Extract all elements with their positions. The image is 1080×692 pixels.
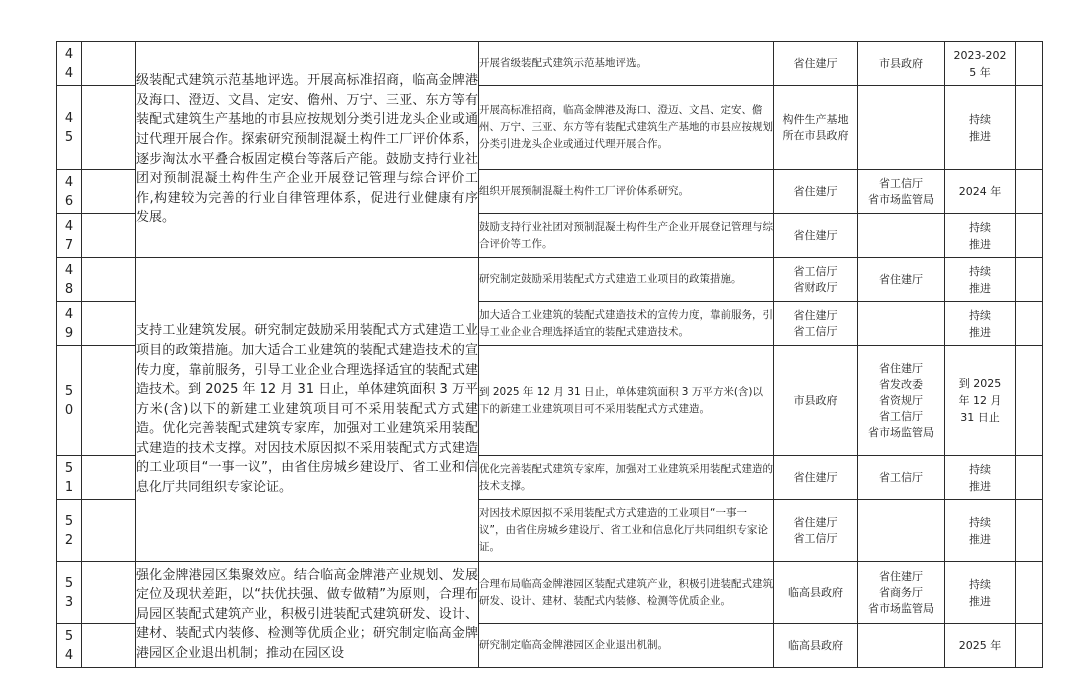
row-number-digit: 4 bbox=[64, 218, 74, 234]
cooperating-department-line: 市县政府 bbox=[879, 56, 923, 70]
cooperating-department-line: 省发改委 bbox=[879, 377, 923, 391]
task-description: 合理布局临高金牌港园区装配式建筑产业，积极引进装配式建筑研发、设计、建材、装配式内装修、检测等优质企业。 bbox=[479, 562, 774, 624]
time-limit-line: 持续 bbox=[969, 577, 991, 591]
cooperating-department-line: 省市场监管局 bbox=[868, 192, 934, 206]
time-limit bbox=[945, 170, 1016, 214]
row-number-digit: 4 bbox=[64, 262, 74, 278]
time-limit-line: 5 年 bbox=[969, 65, 991, 79]
cooperating-department-line: 省住建厅 bbox=[879, 272, 923, 286]
lead-department bbox=[774, 258, 858, 302]
group-description: 强化金牌港园区集聚效应。结合临高金牌港产业规划、发展定位及现状差距，以“扶优扶强、做专做精”为原则，合理布局园区装配式建筑产业，积极引进装配式建筑研发、设计、建材、装配式内装修、检测等优质企业；研究制定临高金牌港园区企业退出机制；推动在园区设 bbox=[136, 562, 479, 668]
cooperating-department bbox=[858, 302, 945, 346]
task-description: 对因技术原因拟不采用装配式方式建造的工业项目“一事一议”，由省住房城乡建设厅、省工业和信息化厅共同组织专家论证。 bbox=[479, 500, 774, 562]
group-description: 级装配式建筑示范基地评选。开展高标准招商，临高金牌港及海口、澄迈、文昌、定安、儋州、万宁、三亚、东方等有装配式建筑生产基地的市县应按规划分类引进龙头企业或通过代理开展合作。探索研究预制混凝土构件工厂评价体系，逐步淘汰水平叠合板固定模台等落后产能。鼓励支持行业社团对预制混凝土构件生产企业开展登记管理与综合评价工作,构建较为完善的行业自律管理体系，促进行业健康有序发展。 bbox=[136, 42, 479, 258]
time-limit-line: 推进 bbox=[969, 479, 991, 493]
remarks-cell bbox=[1016, 500, 1043, 562]
time-limit bbox=[945, 214, 1016, 258]
row-number-digit: 9 bbox=[64, 325, 74, 341]
time-limit bbox=[945, 42, 1016, 86]
cooperating-department bbox=[858, 86, 945, 170]
blank-cell bbox=[82, 258, 136, 302]
cooperating-department bbox=[858, 456, 945, 500]
remarks-cell bbox=[1016, 170, 1043, 214]
row-number bbox=[57, 562, 82, 624]
row-number-digit: 5 bbox=[64, 383, 74, 399]
row-number bbox=[57, 42, 82, 86]
cooperating-department bbox=[858, 214, 945, 258]
blank-cell bbox=[82, 86, 136, 170]
lead-department-line: 市县政府 bbox=[793, 393, 838, 407]
time-limit-line: 推进 bbox=[969, 237, 991, 251]
time-limit-line: 持续 bbox=[969, 462, 991, 476]
lead-department bbox=[774, 42, 858, 86]
remarks-cell bbox=[1016, 346, 1043, 456]
lead-department-line: 省住建厅 bbox=[793, 308, 838, 322]
row-number-digit: 5 bbox=[64, 628, 74, 644]
row-number-digit: 4 bbox=[64, 174, 74, 190]
blank-cell bbox=[82, 42, 136, 86]
blank-cell bbox=[82, 562, 136, 624]
cooperating-department-line: 省住建厅 bbox=[879, 361, 923, 375]
task-description: 优化完善装配式建筑专家库，加强对工业建筑采用装配式建造的技术支撑。 bbox=[479, 456, 774, 500]
time-limit bbox=[945, 86, 1016, 170]
time-limit bbox=[945, 456, 1016, 500]
time-limit-line: 2024 年 bbox=[958, 185, 1002, 198]
row-number-digit: 2 bbox=[64, 532, 74, 548]
time-limit bbox=[945, 302, 1016, 346]
cooperating-department-line: 省市场监管局 bbox=[868, 425, 934, 439]
time-limit bbox=[945, 258, 1016, 302]
time-limit bbox=[945, 562, 1016, 624]
lead-department bbox=[774, 86, 858, 170]
remarks-cell bbox=[1016, 562, 1043, 624]
row-number bbox=[57, 302, 82, 346]
time-limit-line: 推进 bbox=[969, 594, 991, 608]
row-number bbox=[57, 170, 82, 214]
cooperating-department-line: 省资规厅 bbox=[879, 393, 923, 407]
lead-department-line: 临高县政府 bbox=[788, 585, 843, 599]
time-limit bbox=[945, 500, 1016, 562]
row-number-digit: 8 bbox=[64, 281, 74, 297]
table-row bbox=[57, 258, 1043, 302]
group-description: 支持工业建筑发展。研究制定鼓励采用装配式方式建造工业项目的政策措施。加大适合工业建筑的装配式建造技术的宣传力度，靠前服务，引导工业企业合理选择适宜的装配式建造技术。到 2025 年 12 月 31 日止，单体建筑面积 3 万平方米(含)以下的新建工业建筑项目可不采用装配式方式建造。优化完善装配式建筑专家库，加强对工业建筑采用装配式建造的技术支撑。对因技术原因拟不采用装配式方式建造的工业项目“一事一议”，由省住房城乡建设厅、省工业和信息化厅共同组织专家论证。 bbox=[136, 258, 479, 562]
lead-department bbox=[774, 456, 858, 500]
task-description: 鼓励支持行业社团对预制混凝土构件生产企业开展登记管理与综合评价等工作。 bbox=[479, 214, 774, 258]
cooperating-department-line: 省商务厅 bbox=[879, 585, 923, 599]
lead-department-line: 省工信厅 bbox=[793, 324, 838, 338]
lead-department-line: 所在市县政府 bbox=[782, 128, 849, 142]
row-number-digit: 5 bbox=[64, 513, 74, 529]
policy-table bbox=[56, 41, 1043, 668]
lead-department bbox=[774, 214, 858, 258]
row-number bbox=[57, 258, 82, 302]
time-limit-line: 持续 bbox=[969, 220, 991, 234]
cooperating-department bbox=[858, 170, 945, 214]
time-limit bbox=[945, 624, 1016, 668]
lead-department bbox=[774, 346, 858, 456]
task-description: 研究制定临高金牌港园区企业退出机制。 bbox=[479, 624, 774, 668]
row-number-digit: 4 bbox=[64, 110, 74, 126]
row-number bbox=[57, 624, 82, 668]
lead-department-line: 省住建厅 bbox=[793, 184, 838, 198]
time-limit-line: 2023-202 bbox=[953, 48, 1007, 62]
task-description: 加大适合工业建筑的装配式建造技术的宣传力度，靠前服务，引导工业企业合理选择适宜的装配式建造技术。 bbox=[479, 302, 774, 346]
time-limit-line: 持续 bbox=[969, 264, 991, 278]
blank-cell bbox=[82, 302, 136, 346]
row-number-digit: 7 bbox=[64, 237, 74, 253]
cooperating-department bbox=[858, 562, 945, 624]
blank-cell bbox=[82, 214, 136, 258]
lead-department-line: 省住建厅 bbox=[793, 470, 838, 484]
time-limit bbox=[945, 346, 1016, 456]
time-limit-line: 到 2025 bbox=[958, 377, 1002, 390]
time-limit-line: 31 日止 bbox=[960, 411, 1000, 424]
row-number-digit: 4 bbox=[64, 647, 74, 663]
table-row bbox=[57, 562, 1043, 624]
time-limit-line: 推进 bbox=[969, 532, 991, 546]
time-limit-line: 年 12 月 bbox=[958, 394, 1002, 407]
time-limit-line: 推进 bbox=[969, 281, 991, 295]
row-number-digit: 1 bbox=[64, 479, 74, 495]
lead-department-line: 省财政厅 bbox=[793, 280, 838, 294]
blank-cell bbox=[82, 500, 136, 562]
lead-department-line: 省工信厅 bbox=[793, 264, 838, 278]
time-limit-line: 推进 bbox=[969, 325, 991, 339]
time-limit-line: 持续 bbox=[969, 515, 991, 529]
row-number bbox=[57, 456, 82, 500]
lead-department bbox=[774, 624, 858, 668]
cooperating-department-line: 省住建厅 bbox=[879, 569, 923, 583]
task-description: 组织开展预制混凝土构件工厂评价体系研究。 bbox=[479, 170, 774, 214]
remarks-cell bbox=[1016, 456, 1043, 500]
lead-department-line: 省住建厅 bbox=[793, 228, 838, 242]
cooperating-department bbox=[858, 500, 945, 562]
cooperating-department bbox=[858, 42, 945, 86]
row-number-digit: 4 bbox=[64, 46, 74, 62]
task-description: 到 2025 年 12 月 31 日止，单体建筑面积 3 万平方米(含)以下的新建工业建筑项目可不采用装配式方式建造。 bbox=[479, 346, 774, 456]
cooperating-department-line: 省市场监管局 bbox=[868, 601, 934, 615]
cooperating-department-line: 省工信厅 bbox=[879, 409, 923, 423]
task-description: 开展省级装配式建筑示范基地评选。 bbox=[479, 42, 774, 86]
row-number bbox=[57, 214, 82, 258]
lead-department-line: 临高县政府 bbox=[788, 638, 843, 652]
task-description: 开展高标准招商，临高金牌港及海口、澄迈、文昌、定安、儋州、万宁、三亚、东方等有装配式建筑生产基地的市县应按规划分类引进龙头企业或通过代理开展合作。 bbox=[479, 86, 774, 170]
row-number-digit: 6 bbox=[64, 193, 74, 209]
blank-cell bbox=[82, 346, 136, 456]
row-number-digit: 4 bbox=[64, 306, 74, 322]
row-number-digit: 5 bbox=[64, 575, 74, 591]
cooperating-department bbox=[858, 624, 945, 668]
blank-cell bbox=[82, 456, 136, 500]
lead-department-line: 省工信厅 bbox=[793, 531, 838, 545]
lead-department bbox=[774, 170, 858, 214]
time-limit-line: 2025 年 bbox=[958, 639, 1002, 652]
lead-department-line: 构件生产基地 bbox=[782, 112, 849, 126]
blank-cell bbox=[82, 624, 136, 668]
blank-cell bbox=[82, 170, 136, 214]
remarks-cell bbox=[1016, 86, 1043, 170]
remarks-cell bbox=[1016, 302, 1043, 346]
time-limit-line: 持续 bbox=[969, 112, 991, 126]
row-number-digit: 0 bbox=[64, 402, 74, 418]
time-limit-line: 持续 bbox=[969, 308, 991, 322]
remarks-cell bbox=[1016, 624, 1043, 668]
row-number bbox=[57, 346, 82, 456]
time-limit-line: 推进 bbox=[969, 129, 991, 143]
table-row bbox=[57, 42, 1043, 86]
lead-department bbox=[774, 562, 858, 624]
cooperating-department-line: 省工信厅 bbox=[879, 470, 923, 484]
lead-department-line: 省住建厅 bbox=[793, 515, 838, 529]
cooperating-department-line: 省工信厅 bbox=[879, 176, 923, 190]
lead-department-line: 省住建厅 bbox=[793, 56, 838, 70]
remarks-cell bbox=[1016, 214, 1043, 258]
row-number bbox=[57, 500, 82, 562]
task-description: 研究制定鼓励采用装配式方式建造工业项目的政策措施。 bbox=[479, 258, 774, 302]
remarks-cell bbox=[1016, 42, 1043, 86]
cooperating-department bbox=[858, 258, 945, 302]
lead-department bbox=[774, 302, 858, 346]
row-number-digit: 5 bbox=[64, 460, 74, 476]
cooperating-department bbox=[858, 346, 945, 456]
row-number-digit: 5 bbox=[64, 129, 74, 145]
row-number-digit: 3 bbox=[64, 594, 74, 610]
row-number bbox=[57, 86, 82, 170]
remarks-cell bbox=[1016, 258, 1043, 302]
lead-department bbox=[774, 500, 858, 562]
row-number-digit: 4 bbox=[64, 65, 74, 81]
